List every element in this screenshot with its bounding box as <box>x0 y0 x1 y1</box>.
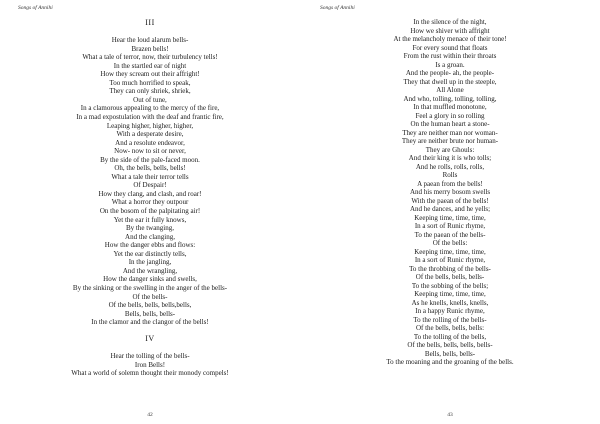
poem-line: Of the bells, bells, bells- <box>415 273 485 281</box>
poem-line: On the bosom of the palpitating air! <box>99 207 201 216</box>
poem-line: And he dances, and he yells; <box>409 205 491 213</box>
poem-line: And the people- ah, the people- <box>405 69 495 77</box>
section-heading: III <box>145 18 155 27</box>
poem-line: In the startled ear of night <box>113 61 187 70</box>
stanza-break <box>0 28 300 37</box>
poem-line: And who, tolling, tolling, tolling, <box>403 94 497 103</box>
poem-line: On the human heart a stone- <box>410 120 490 128</box>
poem-line: Of the bells, bells, bells: <box>415 324 485 332</box>
poem-line: What a tale their terror tells <box>111 172 189 181</box>
poem-line: Rolls <box>442 171 458 179</box>
poem-line: In a clamorous appealing to the mercy of the fire, <box>80 104 220 113</box>
poem-line: In a mad expostulation with the deaf and frantic fire, <box>76 113 224 122</box>
poem-line: As he knells, knells, knells, <box>411 298 489 307</box>
poem-line: Leaping higher, higher, higher, <box>106 121 194 130</box>
poem-line: By the twanging, <box>125 224 175 233</box>
poem-line: They are Ghouls: <box>425 145 475 154</box>
page-number: 42 <box>147 412 153 418</box>
poem-line: What a world of solemn thought their monody compels! <box>71 369 229 378</box>
poem-line: In a happy Runic rhyme, <box>415 307 485 315</box>
poem-line: Too much horrified to speak, <box>109 78 191 87</box>
poem-line: By the side of the pale-faced moon. <box>100 155 200 164</box>
poem-line: With the paean of the bells! <box>411 196 489 205</box>
poem-line: They that dwell up in the steeple, <box>403 77 497 86</box>
poem-line: Yet the ear it fully knows, <box>113 215 187 224</box>
poem-line: In a sort of Runic rhyme, <box>414 256 486 264</box>
poem-line: Keeping time, time, time, <box>414 247 486 256</box>
poem-line: Of the bells: <box>432 239 468 247</box>
poem-line: And the clanging, <box>125 232 175 241</box>
poem-line: Out of tune, <box>133 95 167 104</box>
poem-line: Feel a glory in so rolling <box>415 111 485 120</box>
poem-line: Of Despair! <box>133 181 167 190</box>
poem-line: And the wrangling, <box>122 266 178 275</box>
poem-line: All Alone <box>436 86 464 94</box>
poem-line: What a tale of terror, now, their turbulency tells! <box>82 53 218 62</box>
poem-line: Of the bells- <box>132 292 168 301</box>
poem-line: To the rolling of the bells- <box>413 315 487 324</box>
poem-line: How the danger ebbs and flows: <box>104 241 196 250</box>
poem-line: Is a groan. <box>435 60 465 69</box>
poem-line: To the moaning and the groaning of the bells. <box>386 358 514 366</box>
poem-line: And he rolls, rolls, rolls, <box>415 162 485 171</box>
poem-line: Bells, bells, bells- <box>424 349 476 358</box>
section-heading: IV <box>145 334 155 344</box>
poem-line: And a resolute endeavor, <box>115 138 185 147</box>
poem-line: At the melancholy menace of their tone! <box>393 35 507 43</box>
poem-line: By the sinking or the swelling in the anger of the bells- <box>72 283 228 292</box>
poem-line: Bells, bells, bells- <box>124 309 176 318</box>
poem-line: They are neither brute nor human- <box>401 137 499 145</box>
poem-line: What a horror they outpour <box>111 198 189 207</box>
poem-line: Now- now to sit or never, <box>114 147 186 156</box>
poem-line: Yet the ear distinctly tells, <box>113 249 187 258</box>
poem-line: How they scream out their affright! <box>100 70 200 79</box>
page-number: 43 <box>447 412 453 418</box>
poem-line: They are neither man nor woman- <box>402 128 498 137</box>
poem-line: In a sort of Runic rhyme, <box>414 222 486 230</box>
poem-line: To the sobbing of the bells; <box>411 281 489 290</box>
poem-line: In that muffled monotone, <box>413 103 487 111</box>
running-head: Songs of Annihi <box>320 5 355 11</box>
poem-line: And his merry bosom swells <box>409 188 491 196</box>
running-head: Songs of Annihi <box>18 5 53 11</box>
poem-line: How we shiver with affright <box>410 26 490 35</box>
poem-line: Brazen bells! <box>131 44 169 53</box>
poem-line: Keeping time, time, time, <box>414 213 486 222</box>
poem-line: Iron Bells! <box>134 360 166 369</box>
poem-line: To the throbbing of the bells- <box>409 264 491 273</box>
poem-line: Hear the loud alarum bells- <box>111 36 189 45</box>
poem-line: Oh, the bells, bells, bells! <box>114 164 186 173</box>
poem-line: Hear the tolling of the bells- <box>110 352 190 361</box>
poem-line: For every sound that floats <box>412 43 488 52</box>
right-page <box>300 0 600 424</box>
poem-column <box>0 19 300 378</box>
poem-line: They can only shriek, shriek, <box>109 87 191 96</box>
poem-line: Of the bells, bells, bells, bells- <box>407 341 493 349</box>
poem-line: To the paean of the bells- <box>414 230 486 239</box>
stanza-break <box>0 344 300 353</box>
poem-line: With a desperate desire, <box>116 130 184 139</box>
poem-line: How the danger sinks and swells, <box>103 275 197 284</box>
poem-line: And their king it is who tolls; <box>408 154 492 162</box>
poem-column <box>300 18 600 367</box>
poem-line: In the jangling, <box>128 258 172 267</box>
poem-line: Keeping time, time, time, <box>414 290 486 298</box>
poem-line: In the clamor and the clangor of the bells! <box>91 318 209 327</box>
poem-line: In the silence of the night, <box>413 18 487 26</box>
poem-line: How they clang, and clash, and roar! <box>98 189 202 198</box>
poem-line: Of the bells, bells, bells,bells, <box>108 301 192 310</box>
poem-line: A paean from the bells! <box>417 179 483 188</box>
poem-line: To the tolling of the bells, <box>413 332 487 341</box>
poem-line: From the rust within their throats <box>403 52 497 60</box>
